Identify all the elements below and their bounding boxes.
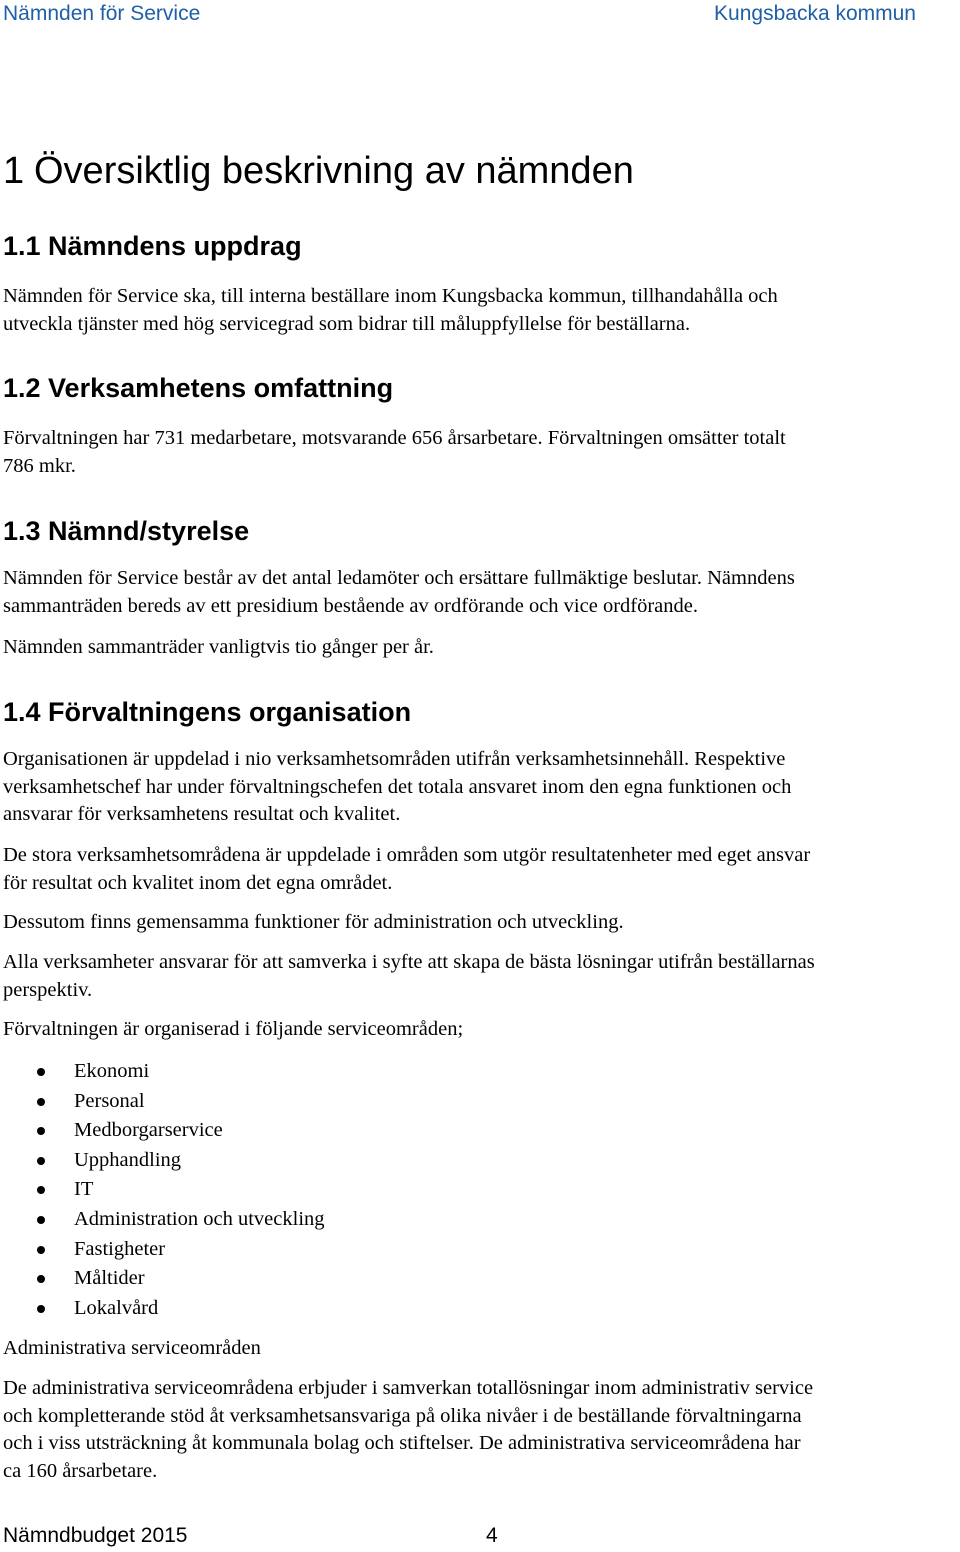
bullet-icon bbox=[37, 1186, 45, 1194]
section-1-4-paragraph-6 bbox=[3, 1335, 960, 1363]
chapter-title-text: Översiktlig beskrivning av nämnden bbox=[34, 150, 634, 192]
text-line: verksamhetschef har under förvaltningschefen det totala ansvaret inom den egna funktionen och bbox=[3, 775, 792, 798]
text-line: 786 mkr. bbox=[3, 454, 76, 477]
section-1-3-paragraph-1 bbox=[3, 565, 960, 620]
bullet-icon bbox=[37, 1098, 45, 1106]
text-line: ansvarar för verksamhetens resultat och kvalitet. bbox=[3, 803, 401, 825]
bullet-icon bbox=[37, 1246, 45, 1254]
section-1-2-paragraph bbox=[3, 425, 960, 480]
list-item-label: Lokalvård bbox=[74, 1296, 159, 1319]
text-line: Organisationen är uppdelad i nio verksamhetsområden utifrån verksamhetsinnehåll. Respektive bbox=[3, 748, 786, 770]
section-1-3-heading: 1.3 Nämnd/styrelse bbox=[3, 516, 250, 546]
text-line: Förvaltningen har 731 medarbetare, motsvarande 656 årsarbetare. Förvaltningen omsätter totalt bbox=[3, 427, 786, 449]
section-1-4-paragraph-5 bbox=[3, 1016, 960, 1044]
list-item-label: Personal bbox=[74, 1089, 145, 1112]
text-line: Nämnden för Service ska, till interna beställare inom Kungsbacka kommun, tillhandahålla och bbox=[3, 285, 778, 307]
text-line: Dessutom finns gemensamma funktioner för administration och utveckling. bbox=[3, 911, 624, 933]
text-line: Alla verksamheter ansvarar för att samverka i syfte att skapa de bästa lösningar utifrån beställarnas bbox=[3, 951, 815, 973]
section-1-4-paragraph-4 bbox=[3, 949, 960, 1004]
header-right-text: Kungsbacka kommun bbox=[714, 2, 916, 25]
bullet-icon bbox=[37, 1068, 45, 1076]
text-line: De stora verksamhetsområdena är uppdelade i områden som utgör resultatenheter med eget ansvar bbox=[3, 844, 811, 866]
text-line: Förvaltningen är organiserad i följande serviceområden; bbox=[3, 1018, 464, 1040]
chapter-number: 1 bbox=[3, 150, 25, 192]
section-1-2-heading: 1.2 Verksamhetens omfattning bbox=[3, 373, 394, 403]
list-item-label: Ekonomi bbox=[74, 1060, 150, 1082]
text-line: utveckla tjänster med hög servicegrad som bidrar till måluppfyllelse för beställarna. bbox=[3, 312, 691, 335]
list-item-label: Administration och utveckling bbox=[74, 1207, 325, 1230]
section-1-4-paragraph-7 bbox=[3, 1375, 960, 1485]
bullet-icon bbox=[37, 1216, 45, 1224]
text-line: ca 160 årsarbetare. bbox=[3, 1459, 158, 1482]
bullet-icon bbox=[37, 1275, 45, 1283]
list-item-label: IT bbox=[74, 1178, 94, 1201]
header-left-text: Nämnden för Service bbox=[3, 2, 201, 25]
text-line: De administrativa serviceområdena erbjuder i samverkan totallösningar inom administrativ service bbox=[3, 1377, 814, 1399]
bullet-icon bbox=[37, 1127, 45, 1135]
section-1-3-paragraph-2 bbox=[3, 634, 960, 662]
text-line: perspektiv. bbox=[3, 978, 93, 1001]
bullet-icon bbox=[37, 1157, 45, 1165]
text-line: Administrativa serviceområden bbox=[3, 1337, 261, 1359]
footer-page-number: 4 bbox=[486, 1524, 498, 1547]
section-1-1-heading: 1.1 Nämndens uppdrag bbox=[3, 231, 302, 261]
list-item-label: Upphandling bbox=[74, 1148, 182, 1171]
text-line: och kompletterande stöd åt verksamhetsansvariga på olika nivåer i de beställande förvaltningarna bbox=[3, 1404, 802, 1427]
text-line: sammanträden bereds av ett presidium bestående av ordförande och vice ordförande. bbox=[3, 594, 699, 617]
list-item-label: Medborgarservice bbox=[74, 1119, 223, 1142]
section-1-4-paragraph-1 bbox=[3, 746, 960, 829]
section-1-4-paragraph-3 bbox=[3, 909, 960, 937]
section-1-4-heading: 1.4 Förvaltningens organisation bbox=[3, 697, 412, 727]
text-line: Nämnden sammanträder vanligtvis tio gånger per år. bbox=[3, 636, 434, 658]
section-1-1-paragraph bbox=[3, 283, 960, 338]
section-1-4-paragraph-2 bbox=[3, 842, 960, 897]
bullet-icon bbox=[37, 1305, 45, 1313]
footer-left-text: Nämndbudget 2015 bbox=[3, 1524, 188, 1547]
list-item-label: Måltider bbox=[74, 1267, 145, 1290]
list-item-label: Fastigheter bbox=[74, 1237, 166, 1260]
text-line: Nämnden för Service består av det antal ledamöter och ersättare fullmäktige beslutar. Nämndens bbox=[3, 567, 795, 589]
chapter-title bbox=[3, 150, 634, 193]
text-line: för resultat och kvalitet inom det egna området. bbox=[3, 871, 393, 894]
text-line: och i viss utsträckning åt kommunala bolag och stiftelser. De administrativa serviceområdena har bbox=[3, 1432, 801, 1454]
